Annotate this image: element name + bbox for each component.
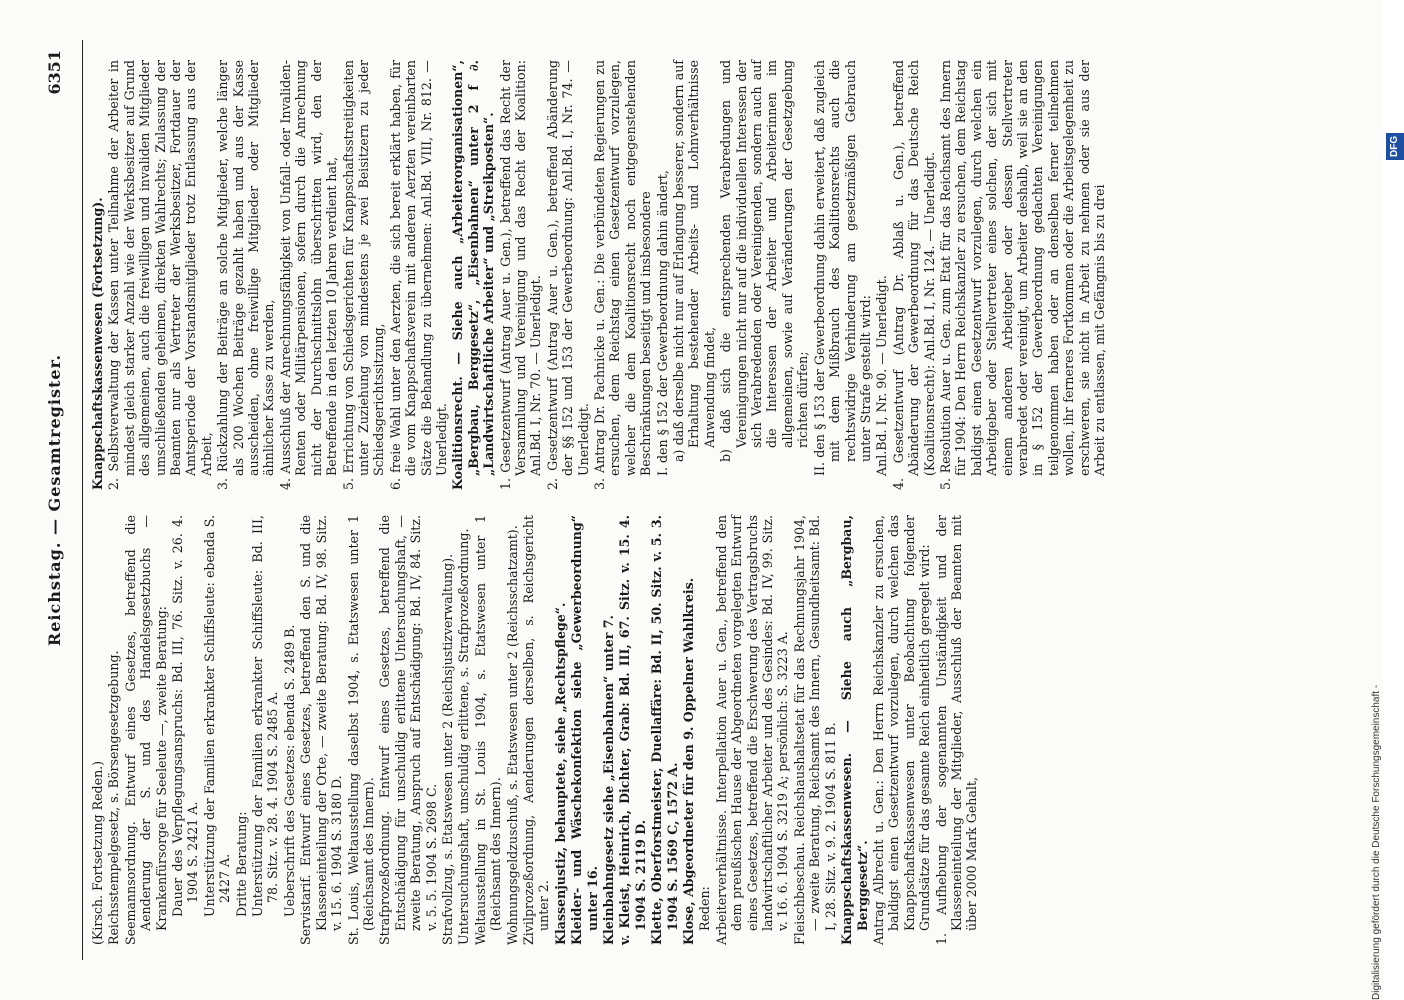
entry-line: Dauer des Verpflegungsanspruchs: Bd. III, 76. Sitz. v. 26. 4. 1904 S. 2421 A.: [170, 515, 201, 917]
entry-line: Servistarif. Entwurf eines Gesetzes, betreffend den S. und die Klasseneinteilung der Orte, — zweite Beratung: Bd. IV, 98. Sitz. v. 15. 6. 1904 S. 3180 D.: [298, 515, 345, 945]
entry-line: Anl.Bd. I, Nr. 90. — Unerledigt.: [874, 275, 890, 476]
header-rule: [82, 40, 83, 960]
right-column: [90, 60, 1360, 490]
entry-line: 2. Selbstverwaltung der Kassen unter Teilnahme der Arbeiter in mindest gleich starker Anzahl wie der Werksbesitzer auf Grund des allgemeinen, auch die freiwilligen und invaliden Mitglieder umschließenden geheimen, direkten Wahlrechts; Zulassung der Beamten nur als Vertreter der Werksbesitzer, Fortdauer der Amtsperiode der Vorstandsmitglieder trotz Entlassung aus der Arbeit,: [106, 60, 214, 490]
entry-line: Antrag Albrecht u. Gen.: Den Herrn Reichskanzler zu ersuchen, baldigst einen Gesetzentwurf vorzulegen, durch welchen das Knappschaftskassenwesen unter Beobachtung folgender Grundsätze für das gesamte Reich einheitlich geregelt wird:: [870, 515, 933, 945]
entry-heading: Kleinbahngesetz siehe „Eisenbahnen“ unter 7.: [601, 615, 616, 945]
entry-line: a) daß derselbe nicht nur auf Erlangung besserer, sondern auf Erhaltung bestehender Arbeits- und Lohnverhältnisse Anwendung findet,: [671, 60, 717, 462]
entry-line: Seemannsordnung. Entwurf eines Gesetzes, betreffend die Aenderung der S. und des Handelsgesetzbuchs — Krankenfürsorge für Seeleute —, zweite Beratung:: [122, 515, 169, 945]
left-column: [90, 515, 1360, 945]
entry-line: 4. Gesetzentwurf (Antrag Dr. Ablaß u. Gen.), betreffend Abänderung der Gewerbeordnung für das Deutsche Reich (Koalitionsrecht): Anl.Bd. I, Nr. 124. — Unerledigt.: [890, 60, 937, 490]
entry-line: 5. Resolution Auer u. Gen. zum Etat für das Reichsamt des Innern für 1904: Den Herrn Reichskanzler zu ersuchen, dem Reichstag baldigst einen Gesetzentwurf vorzulegen, durch welchen ein Arbeitgeber oder Stellvertreter eines solchen, der sich mit einem anderen Arbeitgeber oder dessen Stellvertreter verabredet oder vereinigt, um Arbeiter deshalb, weil sie an den in § 152 der Gewerbeordnung gedachten Vereinigungen teilgenommen haben oder an denselben ferner teilnehmen wollen, ihr ferneres Fortkommen oder die Arbeitsgelegenheit zu erschweren, sie nicht in Arbeit zu nehmen oder sie aus der Arbeit zu entlassen, mit Gefängnis bis zu drei: [937, 60, 1107, 490]
entry-line: Arbeiterverhältnisse. Interpellation Auer u. Gen., betreffend den dem preußischen Hause der Abgeordneten vorgelegten Entwurf eines Gesetzes, betreffend die Erschwerung des Vertragsbruchs landwirtschaftlicher Arbeiter und des Gesindes: Bd. IV, 99. Sitz. v. 16. 6. 1904 S. 3219 A; persönlich: S. 3223 A.: [713, 515, 791, 945]
entry-line: Dritte Beratung:: [233, 811, 249, 917]
watermark-text: Digitalisierung gefördert durch die Deutsche Forschungsgemeinschaft -: [1371, 684, 1382, 1000]
entry-line: 1. Aufhebung der sogenannten Unständigkeit und der Klasseneinteilung der Mitglieder, Ausschluß der Beamten mit über 2000 Mark Gehalt,: [933, 515, 980, 945]
entry-heading: Klassenjustiz, behauptete, siehe „Rechtspflege“.: [552, 602, 568, 945]
entry-line: II. den § 153 der Gewerbeordnung dahin erweitert, daß zugleich mit dem Mißbrauch des Koalitionsrechts auch die rechtswidrige Verhinderung am gesetzmäßigen Gebrauch unter Strafe gestellt wird:: [811, 60, 873, 476]
entry-line: Zivilprozeßordnung, Aenderungen derselben, s. Reichsgericht unter 2.: [520, 515, 552, 945]
dfg-logo: DFG: [1386, 133, 1404, 160]
entry-line: I. den § 152 der Gewerbeordnung dahin ändert,: [654, 170, 670, 476]
entry-line: Wohnungsgeldzuschuß, s. Etatswesen unter 2 (Reichsschatzamt).: [504, 525, 520, 945]
entry-line: b) daß sich die entsprechenden Verabredungen und Vereinigungen nicht nur auf die individuellen Interessen der sich Verabredenden oder Vereinigenden, sondern auch auf die Interessen der Arbeiter und Arbeiterinnen im allgemeinen, sowie auf Veränderungen der Gesetzgebung richten dürfen;: [718, 60, 811, 462]
entry-line: Untersuchungshaft, unschuldig erlittene, s. Strafprozeßordnung.: [456, 528, 472, 945]
entry-line: St. Louis, Weltausstellung daselbst 1904, s. Etatswesen unter 1 (Reichsamt des Innern).: [345, 515, 376, 945]
entry-line: Unterstützung der Familien erkrankter Schiffsleute: Bd. III, 78. Sitz. v. 28. 4. 1904 S. 2485 A.: [250, 515, 281, 917]
entry-heading: Klose, Abgeordneter für den 9. Oppelner Wahlkreis.: [681, 577, 697, 945]
entry-line: Weltausstellung in St. Louis 1904, s. Etatswesen unter 1 (Reichsamt des Innern).: [472, 515, 504, 945]
entry-line: Reichsstempelgesetz, s. Börsengesetzgebung.: [106, 650, 122, 945]
entry-line: Strafprozeßordnung. Entwurf eines Gesetzes, betreffend die Entschädigung für unschuldig erlittene Untersuchungshaft, — zweite Beratung, Anspruch auf Entschädigung: Bd. IV, 84. Sitz. v. 5. 5. 1904 S. 2698 C.: [377, 515, 439, 945]
entry-line: Unterstützung der Familien erkrankter Schiffsleute: ebenda S. 2427 A.: [201, 515, 233, 917]
page-title: Reichstag. — Gesamtregister.: [45, 353, 64, 647]
entry-line: 6. freie Wahl unter den Aerzten, die sich bereit erklärt haben, für die vom Knappschaftsverein mit anderen Aerzten vereinbarten Sätze die Behandlung zu übernehmen: Anl.Bd. VIII, Nr. 812. — Unerledigt.: [387, 60, 449, 490]
entry-line: 1. Gesetzentwurf (Antrag Auer u. Gen.), betreffend das Recht der Versammlung und Vereinigung und das Recht der Koalition: Anl.Bd. I, Nr. 70. — Unerledigt.: [497, 60, 544, 490]
entry-heading: Knappschaftskassenwesen (Fortsetzung).: [90, 197, 105, 490]
entry-line: 4. Ausschluß der Anrechnungsfähigkeit von Unfall- oder Invaliden-Renten oder Militärpensionen, sofern durch die Anrechnung nicht der Durchschnittslohn überschritten wird, den der Betreffende in den letzten 10 Jahren verdient hat,: [277, 60, 340, 490]
page-number: 6351: [45, 50, 64, 95]
entry-heading: Klette, Oberforstmeister, Duellaffäre: Bd. II, 50. Sitz. v. 5. 3. 1904 S. 1569 C, 1572 A.: [649, 515, 680, 945]
entry-line: 3. Antrag Dr. Pachnicke u. Gen.: Die verbündeten Regierungen zu ersuchen, dem Reichstag einen Gesetzentwurf vorzulegen, welcher die dem Koalitionsrecht noch entgegenstehenden Beschränkungen beseitigt und insbesondere: [592, 60, 654, 490]
entry-line: 2. Gesetzentwurf (Antrag Auer u. Gen.), betreffend Abänderung der §§ 152 und 153 der Gewerbeordnung: Anl.Bd. I, Nr. 74. — Unerledigt.: [544, 60, 591, 490]
entry-line: 3. Rückzahlung der Beiträge an solche Mitglieder, welche länger als 200 Wochen Beiträge gezahlt haben und aus der Kasse ausscheiden, ohne freiwillige Mitglieder oder Mitglieder ähnlicher Kasse zu werden,: [215, 60, 277, 490]
entry-line: Fleischbeschau. Reichshaushaltsetat für das Rechnungsjahr 1904, — zweite Beratung, Reichsamt des Innern, Gesundheitsamt: Bd. I, 28. Sitz. v. 9. 2. 1904 S. 811 B.: [791, 515, 838, 945]
entry-line: (Kirsch. Fortsetzung Reden.): [90, 760, 105, 945]
entry-heading: v. Kleist, Heinrich, Dichter, Grab: Bd. III, 67. Sitz. v. 15. 4. 1904 S. 2119 D.: [617, 515, 648, 945]
digitization-watermark: [1366, 0, 1400, 1000]
entry-line: Reden:: [697, 886, 713, 931]
entry-heading: Koalitionsrecht. — Siehe auch „Arbeiterorganisationen“, „Bergbau, Berggesetz“, „Eisenbahnen“ unter 2 f ∂. „Landwirtschaftliche Arbeiter“ und „Streikposten“.: [450, 60, 497, 490]
entry-line: Ueberschrift des Gesetzes: ebenda S. 2489 B.: [281, 624, 297, 917]
entry-heading: Kleider- und Wäschekonfektion siehe „Gewerbeordnung“ unter 16.: [569, 515, 600, 945]
entry-line: 5. Errichtung von Schiedsgerichten für Knappschaftsstreitigkeiten unter Zuziehung von mindestens je zwei Beisitzern zu jeder Schiedsgerichtssitzung,: [340, 60, 387, 490]
entry-line: Strafvollzug, s. Etatswesen unter 2 (Reichsjustizverwaltung).: [439, 553, 455, 945]
entry-heading: Knappschaftskassenwesen. — Siehe auch „Bergbau, Berggesetz“.: [839, 515, 870, 945]
